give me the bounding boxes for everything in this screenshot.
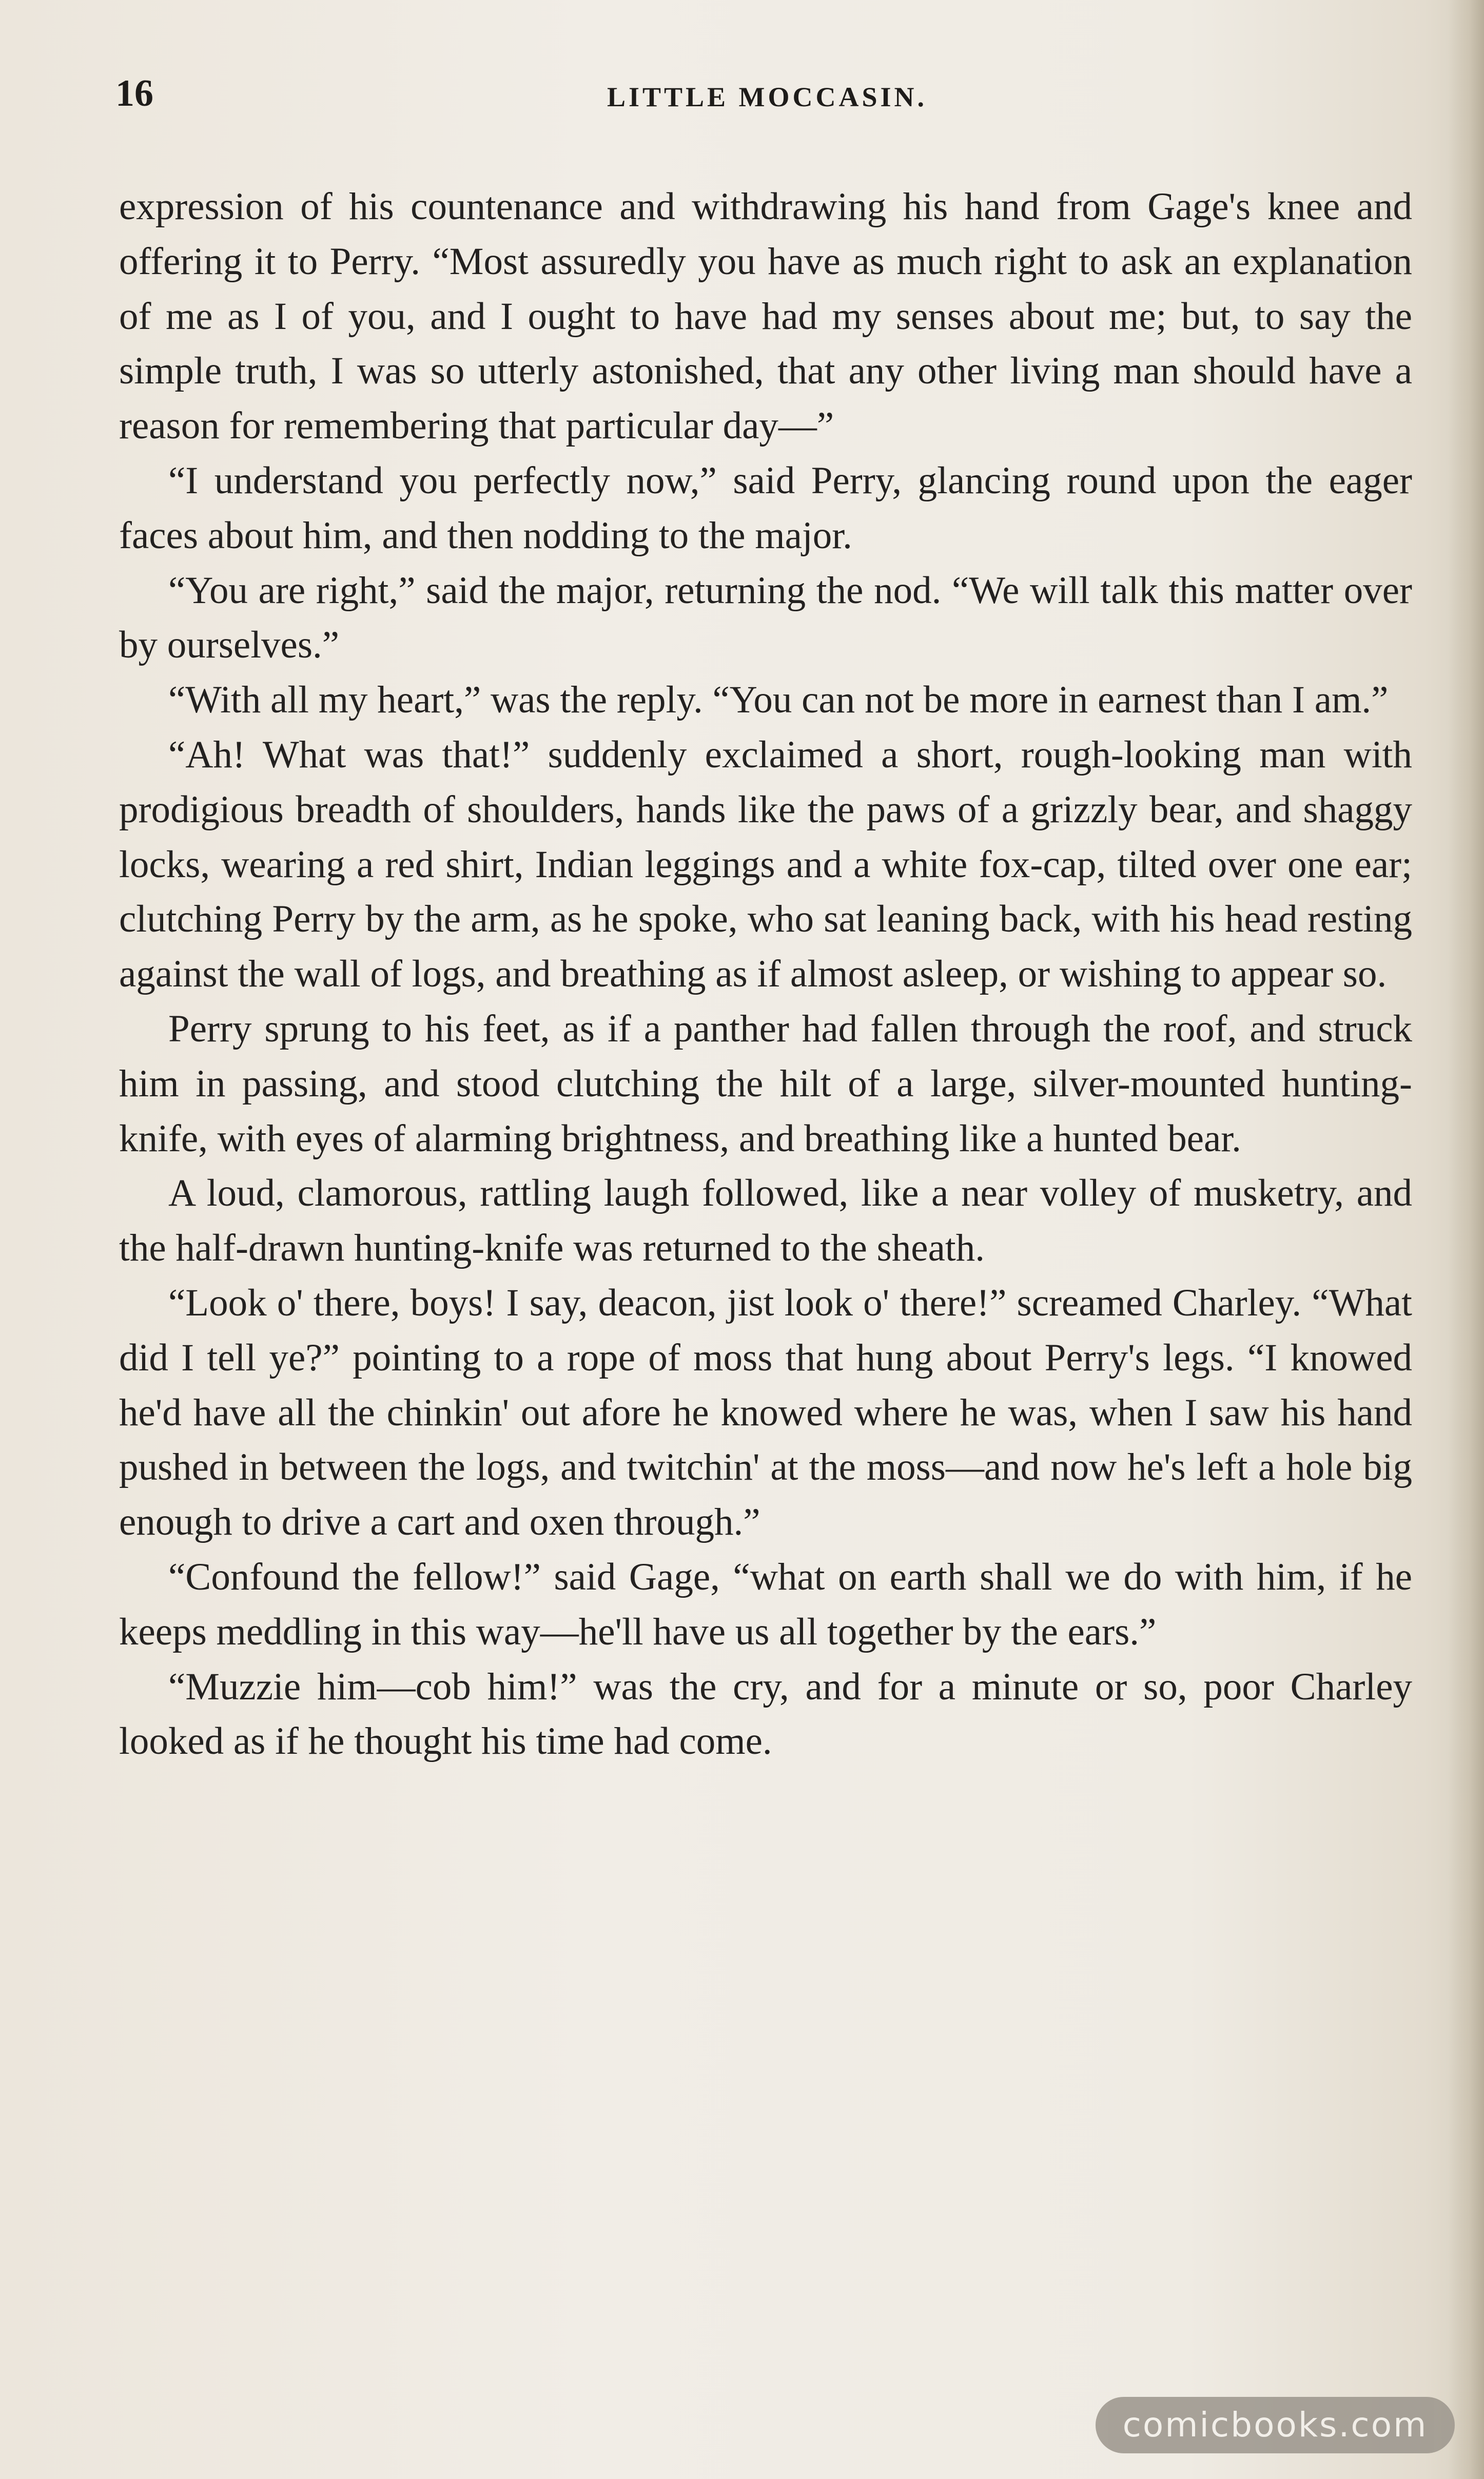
paragraph: A loud, clamorous, rattling laugh followed, like a near volley of musketry, and the half-drawn hunting-knife was returned to the sheath. (119, 1172, 1412, 1270)
paragraph: “I understand you perfectly now,” said Perry, glancing round upon the eager faces about him, and then nodding to the major. (119, 459, 1412, 557)
paragraph: “Look o' there, boys! I say, deacon, jist look o' there!” screamed Charley. “What did I tell ye?” pointing to a rope of moss that hung about Perry's legs. “I knowed he'd have all the chinkin' out afore he knowed where he was, when I saw his hand pushed in between the logs, and twitchin' at the moss—and now he's left a hole big enough to drive a cart and oxen through.” (119, 1281, 1412, 1544)
page-number: 16 (115, 72, 153, 114)
paragraph: “Ah! What was that!” suddenly exclaimed a short, rough-looking man with prodigious breadth of shoulders, hands like the paws of a grizzly bear, and shaggy locks, wearing a red shirt, Indian leggings and a white fox-cap, tilted over one ear; clutching Perry by the arm, as he spoke, who sat leaning back, with his head resting against the wall of logs, and breathing as if almost asleep, or wishing to appear so. (119, 733, 1412, 996)
body-text (119, 180, 1412, 1769)
page-header (115, 72, 1419, 123)
page-edge-shadow (1448, 0, 1484, 2479)
running-head: LITTLE MOCCASIN. (607, 82, 928, 112)
paragraph: expression of his countenance and withdrawing his hand from Gage's knee and offering it to Perry. “Most assuredly you have as much right to ask an explanation of me as I of you, and I ought to have had my senses about me; but, to say the simple truth, I was so utterly astonished, that any other living man should have a reason for remembering that particular day—” (119, 185, 1412, 448)
paragraph: “Muzzie him—cob him!” was the cry, and for a minute or so, poor Charley looked as if he thought his time had come. (119, 1665, 1412, 1763)
paragraph: Perry sprung to his feet, as if a panther had fallen through the roof, and struck him in passing, and stood clutching the hilt of a large, silver-mounted hunting-knife, with eyes of alarming brightness, and breathing like a hunted bear. (119, 1007, 1412, 1160)
watermark-logo: comicbooks.com (1096, 2397, 1455, 2453)
paragraph: “With all my heart,” was the reply. “You can not be more in earnest than I am.” (168, 679, 1389, 722)
paragraph: “You are right,” said the major, returning the nod. “We will talk this matter over by ourselves.” (119, 569, 1412, 667)
paragraph: “Confound the fellow!” said Gage, “what on earth shall we do with him, if he keeps meddling in this way—he'll have us all together by the ears.” (119, 1555, 1412, 1653)
